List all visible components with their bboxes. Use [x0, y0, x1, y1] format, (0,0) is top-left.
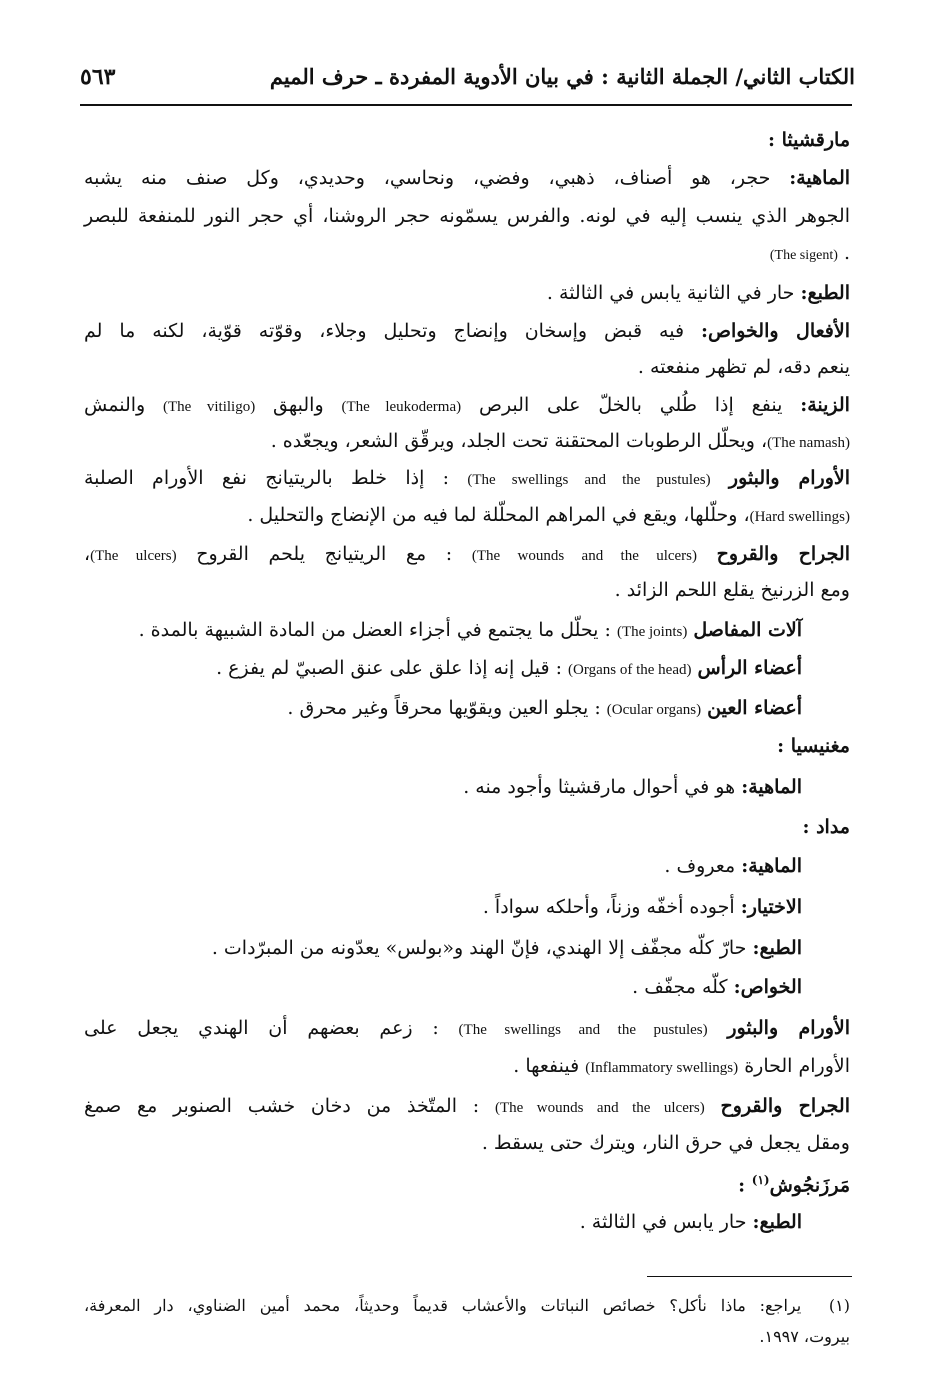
footnote-line-1 [84, 1292, 850, 1320]
text: أجوده أخفّه وزناً، وأحلكه سواداً . [482, 896, 735, 918]
marqashita-afaal-line-1 [84, 315, 850, 347]
text: معروف . [664, 855, 736, 877]
label-tab: الطبع: [752, 937, 802, 959]
text: يراجع: ماذا نأكل؟ خصائص النباتات والأعشاب قديماً وحديثاً، محمد أمين الضناوي، دار المعرفة، [84, 1296, 802, 1315]
magnisia-mahiya-line [463, 771, 802, 803]
marqashita-tab-line [547, 277, 850, 309]
marqashita-jirah-line-1 [84, 538, 850, 572]
text: : زعم بعضهم أن الهندي يجعل على [84, 1017, 439, 1039]
text: ، وحلّلها، ويقع في المراهم المحلّلة لما فيه من الإنضاج والتحليل . [247, 504, 750, 526]
english-gloss: (Inflammatory swellings) [585, 1060, 739, 1076]
text: هو في أحوال مارقشيثا وأجود منه . [463, 776, 736, 798]
marqashita-alat-line [139, 614, 802, 648]
text: ، [84, 543, 91, 565]
english-gloss: (The wounds and the ulcers) [494, 1100, 705, 1116]
label-tab: الطبع: [752, 1211, 802, 1233]
marqashita-awram-line-1 [84, 462, 850, 496]
label-ras: أعضاء الرأس [697, 657, 802, 679]
label-awram: الأورام والبثور [727, 1017, 850, 1039]
text: حار في الثانية يابس في الثالثة . [546, 282, 795, 304]
entry-heading-magnisia: مغنيسيا : [777, 735, 850, 757]
english-gloss: (The vitiligo) [163, 399, 256, 415]
marqashita-zina-line-2 [271, 425, 850, 459]
marqashita-ras-line [216, 652, 802, 686]
midad-jirah-line-1 [84, 1090, 850, 1124]
text: ينفع إذا طُلي بالخلّ على البرص [478, 394, 783, 416]
english-gloss: (Hard swellings) [749, 509, 850, 525]
text: الأورام الحارة [744, 1055, 850, 1077]
entry-heading-marzanjush [738, 1164, 850, 1201]
text: والبهق [273, 394, 324, 416]
text: : قيل إنه إذا علق على عنق الصبيّ لم يفزع . [216, 657, 562, 679]
midad-mahiya-line [664, 850, 802, 882]
page-number: ٥٦٣ [80, 64, 116, 90]
english-gloss: (The ulcers) [90, 548, 177, 564]
text: فيه قبض وإسخان وإنضاج وتحليل وجلاء، وقوّته قوّية، لكنه ما لم [84, 320, 685, 342]
marqashita-zina-line-1 [84, 389, 850, 423]
text: كلّه مجفّف . [632, 976, 728, 998]
text: حار يابس في الثالثة . [579, 1211, 747, 1233]
text: ، ويحلّل الرطوبات المحتقنة تحت الجلد، ويرقّق الشعر، ويجعّده . [270, 430, 768, 452]
english-gloss: (The swellings and the pustules) [458, 1022, 708, 1038]
marzanjush-tab-line [580, 1206, 802, 1238]
footnote-ref: (١) [751, 1173, 770, 1187]
entry-heading-marqashita: مارقشيثا : [767, 129, 850, 151]
label-jirah: الجراح والقروح [720, 1095, 850, 1117]
text: فينفعها . [513, 1055, 580, 1077]
text: حارّ كلّه مجفّف إلا الهندي، فإنّ الهند و«بولس» يعدّونه من المبرّدات . [211, 937, 747, 959]
label-alat: آلات المفاصل [693, 619, 802, 641]
header-rule [80, 104, 852, 106]
marqashita-awram-line-2 [247, 499, 850, 533]
english-gloss: (Organs of the head) [568, 662, 692, 678]
text: . [843, 242, 850, 264]
text: : يحلّل ما يجتمع في أجزاء العضل من المادة الشبيهة بالمدة . [138, 619, 611, 641]
label-mahiya: الماهية: [741, 776, 802, 798]
text: : يجلو العين ويقوّيها محرقاً وغير محرق . [287, 697, 601, 719]
marqashita-mahiya-line-2: الجوهر الذي ينسب إليه في لونه. والفرس يسمّونه حجر الروشنا، أي حجر النور للمنفعة للبصر [84, 205, 850, 227]
midad-tab-line [212, 932, 802, 964]
entry-heading-midad: مداد : [802, 816, 850, 838]
footnote-line-2: بيروت، ١٩٩٧. [759, 1327, 850, 1346]
marqashita-mahiya-line-3 [770, 237, 850, 272]
english-gloss: (The wounds and the ulcers) [471, 548, 698, 564]
text: والنمش [84, 394, 146, 416]
footnote-rule [647, 1276, 852, 1277]
text: : إذا خلط بالريتيانج نفع الأورام الصلبة [84, 467, 450, 489]
label-mahiya: الماهية: [741, 855, 802, 877]
midad-jirah-line-2: ومقل يجعل في حرق النار، ويترك حتى يسقط . [481, 1132, 850, 1154]
label-zina: الزينة: [800, 394, 850, 416]
midad-ikhtiyar-line [483, 891, 802, 923]
english-gloss: (Ocular organs) [606, 702, 702, 718]
label-ain: أعضاء العين [707, 697, 802, 719]
english-gloss: (The swellings and the pustules) [467, 472, 711, 488]
english-gloss: (The namash) [767, 435, 850, 451]
running-title: الكتاب الثاني/ الجملة الثانية : في بيان الأدوية المفردة ـ حرف الميم [269, 64, 855, 89]
heading-text: مَرزَنجُوش [769, 1174, 850, 1197]
midad-awram-line-1 [84, 1012, 850, 1046]
english-gloss: (The leukoderma) [341, 399, 462, 415]
text: حجر، هو أصناف، ذهبي، وفضي، ونحاسي، وحديدي، وكل صنف منه يشبه [84, 167, 771, 189]
label-afaal: الأفعال والخواص: [700, 320, 850, 342]
page-header [80, 58, 855, 106]
label-mahiya: الماهية: [789, 167, 851, 189]
label-awram: الأورام والبثور [728, 467, 850, 489]
heading-colon: : [738, 1174, 746, 1197]
marqashita-jirah-line-2: ومع الزرنيخ يقلع اللحم الزائد . [614, 579, 850, 601]
marqashita-ain-line [287, 692, 802, 726]
midad-awram-line-2 [513, 1050, 850, 1084]
midad-khawas-line [632, 971, 802, 1003]
label-khawas: الخواص: [733, 976, 802, 998]
english-gloss: (The sigent) [769, 248, 838, 263]
marqashita-mahiya-line-1 [84, 162, 850, 194]
marqashita-afaal-line-2: ينعم دقه، لم تظهر منفعته . [637, 356, 850, 378]
english-gloss: (The joints) [616, 624, 688, 640]
text: : مع الريتيانج يلحم القروح [196, 543, 453, 565]
text: : المتّخذ من دخان خشب الصنوبر مع صمغ [84, 1095, 480, 1117]
label-tab: الطبع: [800, 282, 850, 304]
label-ikhtiyar: الاختيار: [740, 896, 802, 918]
label-jirah: الجراح والقروح [716, 543, 850, 565]
footnote-number: (١) [828, 1296, 851, 1315]
